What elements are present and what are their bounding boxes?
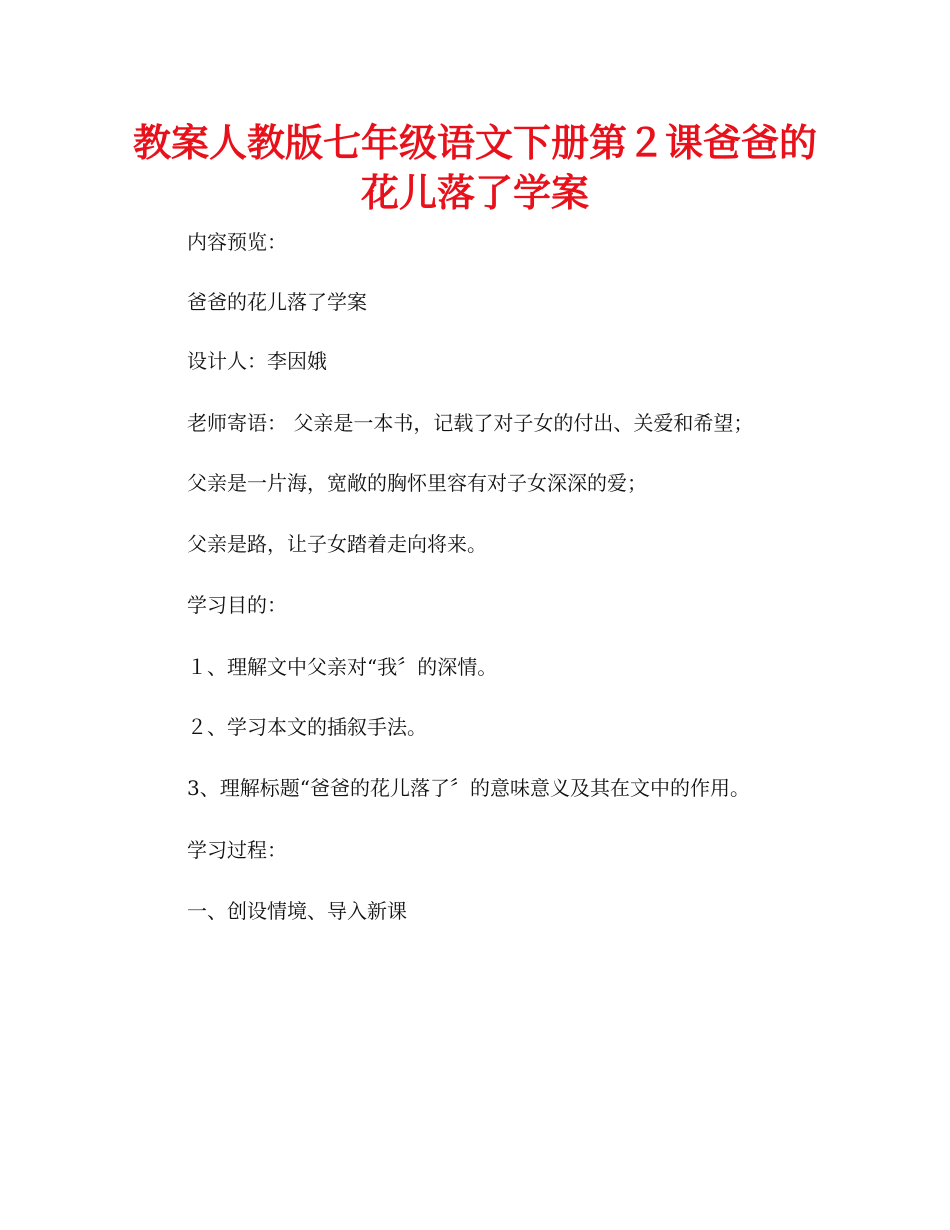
title-line-2: 花儿落了学案 [360,171,589,215]
lesson-title: 爸爸的花儿落了学案 [187,290,367,314]
document-title [100,118,850,218]
teacher-message-line-2: 父亲是一片海，宽敞的胸怀里容有对子女深深的爱； [187,471,647,495]
teacher-message: 老师寄语： 父亲是一本书，记载了对子女的付出、关爱和希望； [187,411,754,435]
teacher-message-line-3: 父亲是路，让子女踏着走向将来。 [187,532,487,556]
goal-item-1: １、理解文中父亲对“我〞的深情。 [187,655,498,679]
designer-line: 设计人：李因娥 [187,349,327,373]
learning-process-heading: 学习过程： [187,838,287,862]
title-line-1: 教案人教版七年级语文下册第２课爸爸的 [132,121,817,165]
process-step-1: 一、创设情境、导入新课 [187,899,407,923]
goal-item-2: ２、学习本文的插叙手法。 [187,715,427,739]
content-preview-label: 内容预览： [187,230,287,254]
goal-item-3: 3、理解标题“爸爸的花儿落了〞的意味意义及其在文中的作用。 [187,776,750,800]
learning-goals-heading: 学习目的： [187,593,287,617]
